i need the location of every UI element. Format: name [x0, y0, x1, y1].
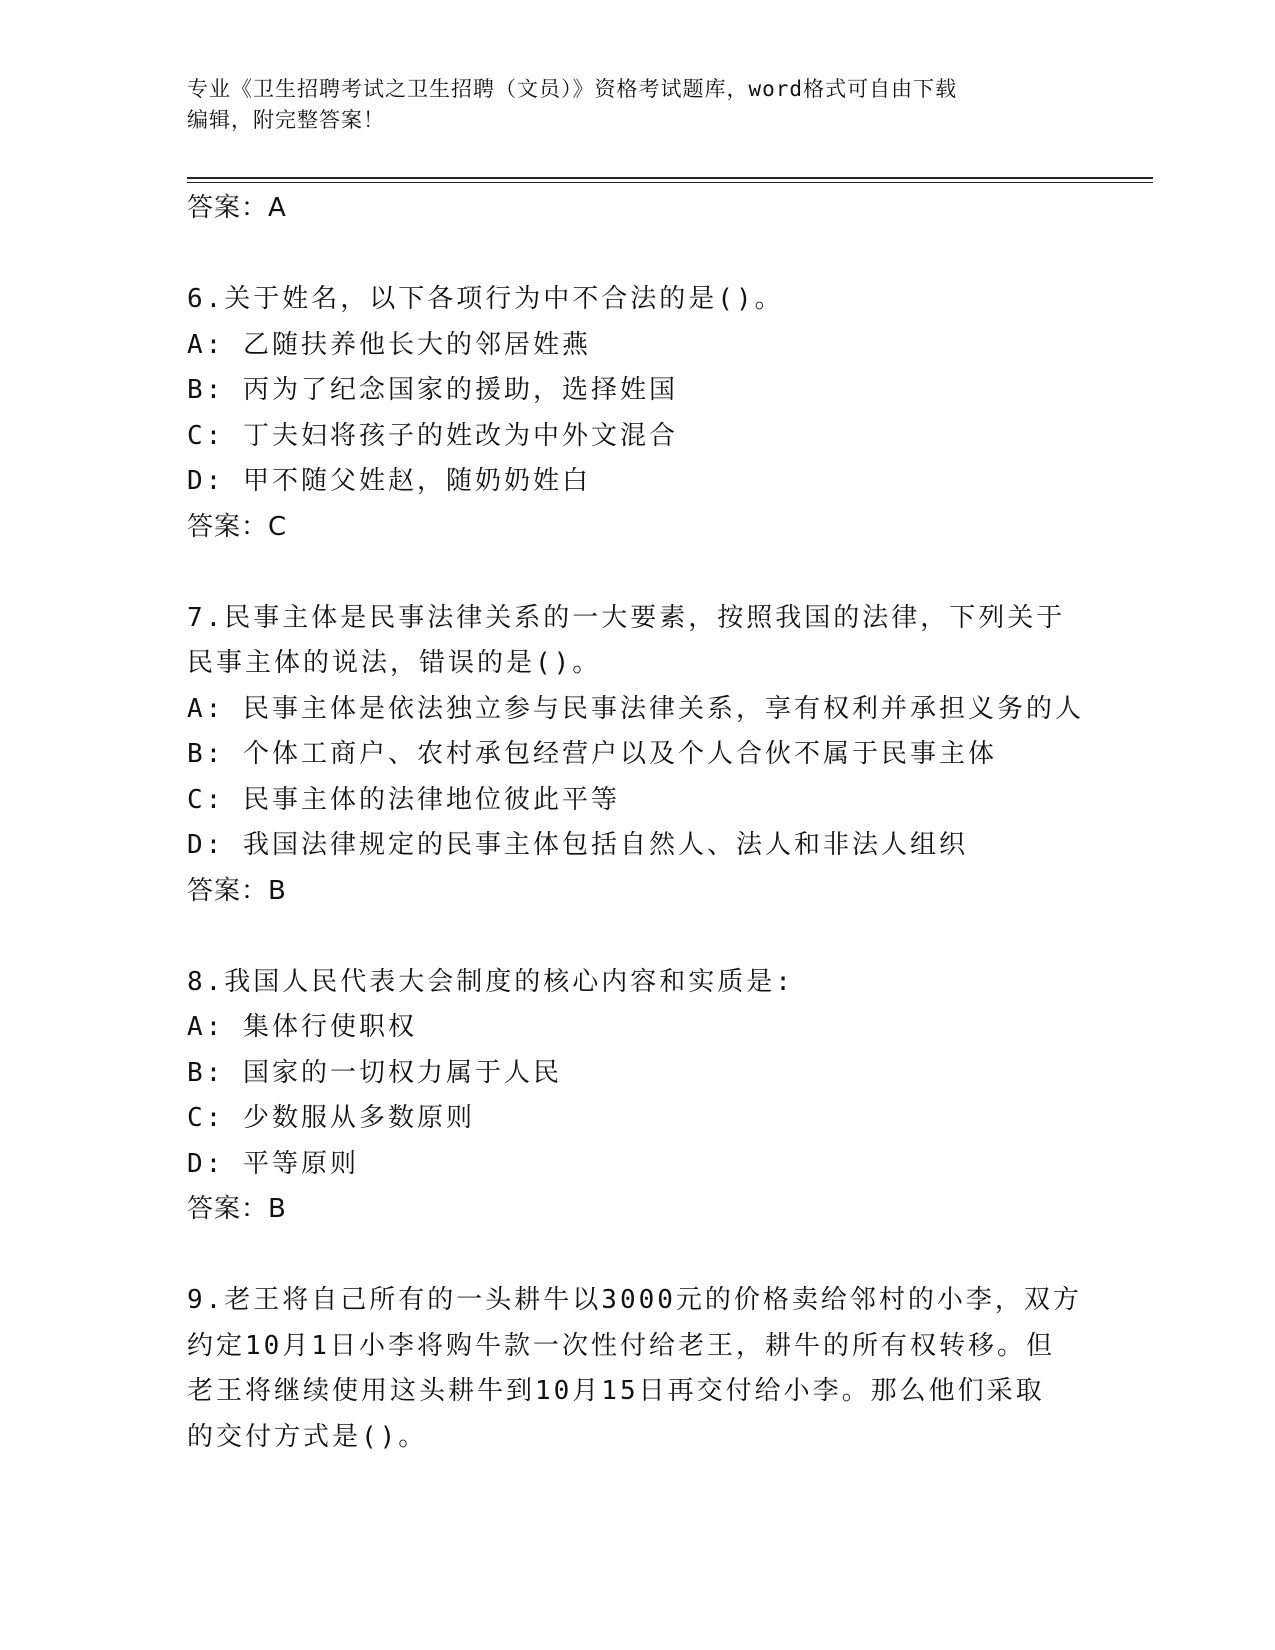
answer: 答案：B: [187, 875, 287, 906]
option-b: B: 丙为了纪念国家的援助，选择姓国: [187, 375, 678, 405]
answer: 答案：B: [187, 1194, 287, 1224]
answer: 答案：C: [187, 511, 288, 542]
question-stem: 约定10月1日小李将购牛款一次性付给老王，耕牛的所有权转移。但: [187, 1330, 1055, 1361]
question-stem: 6.关于姓名，以下各项行为中不合法的是()。: [187, 284, 784, 314]
option-c: C: 丁夫妇将孩子的姓改为中外文混合: [187, 420, 678, 451]
question-stem: 的交付方式是()。: [187, 1421, 428, 1452]
question-stem: 8.我国人民代表大会制度的核心内容和实质是:: [187, 966, 794, 997]
option-b: B: 国家的一切权力属于人民: [187, 1057, 562, 1088]
spacer: [187, 914, 1087, 960]
question-stem: 9.老王将自己所有的一头耕牛以3000元的价格卖给邻村的小李，双方: [187, 1285, 1082, 1315]
previous-answer: 答案：A: [187, 193, 287, 223]
option-a: A: 集体行使职权: [187, 1012, 417, 1042]
question-6: [187, 277, 1087, 550]
header-line-2: 编辑，附完整答案！: [187, 108, 385, 132]
spacer: [187, 550, 1087, 596]
option-a: A: 民事主体是依法独立参与民事法律关系，享有权利并承担义务的人: [187, 693, 1084, 724]
option-c: C: 民事主体的法律地位彼此平等: [187, 784, 620, 815]
question-list: [187, 186, 1087, 1460]
option-a: A: 乙随扶养他长大的邻居姓燕: [187, 329, 591, 360]
page-header: [187, 74, 1087, 136]
option-c: C: 少数服从多数原则: [187, 1103, 475, 1133]
question-9: [187, 1278, 1087, 1460]
spacer: [187, 1233, 1087, 1279]
option-d: D: 我国法律规定的民事主体包括自然人、法人和非法人组织: [187, 830, 968, 860]
spacer: [187, 232, 1087, 278]
header-rule-thick: [187, 177, 1153, 179]
header-line-1: 专业《卫生招聘考试之卫生招聘（文员）》资格考试题库，word格式可自由下载: [187, 77, 958, 101]
question-stem: 7.民事主体是民事法律关系的一大要素，按照我国的法律，下列关于: [187, 602, 1066, 633]
question-stem: 老王将继续使用这头耕牛到10月15日再交付给小李。那么他们采取: [187, 1376, 1045, 1406]
option-d: D: 甲不随父姓赵，随奶奶姓白: [187, 466, 591, 496]
question-7: [187, 596, 1087, 915]
question-8: [187, 960, 1087, 1233]
option-b: B: 个体工商户、农村承包经营户以及个人合伙不属于民事主体: [187, 739, 997, 769]
header-rule-thin: [187, 182, 1153, 183]
question-stem: 民事主体的说法，错误的是()。: [187, 648, 602, 678]
option-d: D: 平等原则: [187, 1148, 359, 1179]
